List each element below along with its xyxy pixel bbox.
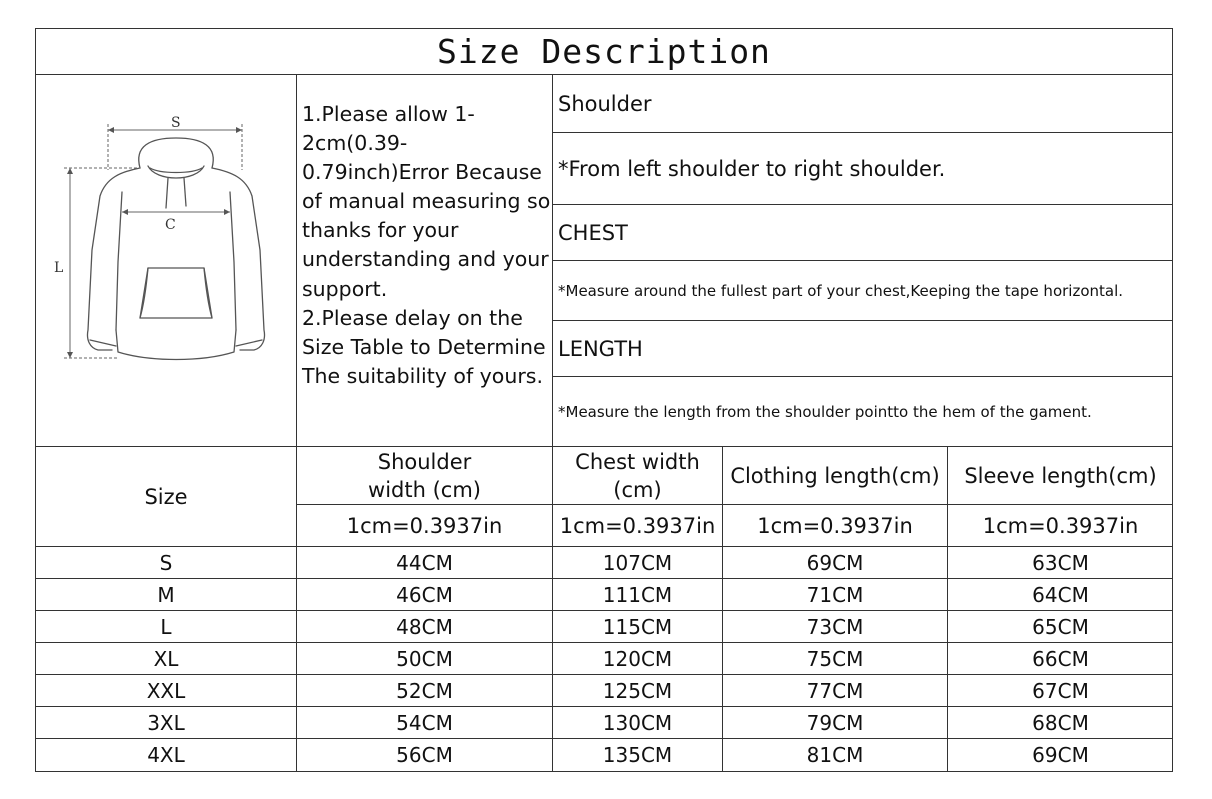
measurement-desc-chest: *Measure around the fullest part of your chest,Keeping the tape horizontal. xyxy=(558,281,1124,300)
size-cell: L xyxy=(160,614,172,639)
divider xyxy=(552,320,1173,321)
shoulder-cell: 52CM xyxy=(396,678,453,703)
column-header-shoulder-width: Shoulder width (cm) xyxy=(368,449,481,502)
chest-cell: 125CM xyxy=(602,678,673,703)
shoulder-cell: 44CM xyxy=(396,550,453,575)
measurement-desc-shoulder: *From left shoulder to right shoulder. xyxy=(558,156,946,181)
divider xyxy=(552,204,1173,205)
size-cell: 3XL xyxy=(147,710,185,735)
hoodie-measurement-diagram xyxy=(40,95,285,385)
note-item: 2.Please delay on the Size Table to Determine The suitability of yours. xyxy=(302,305,546,388)
conversion-note: 1cm=0.3937in xyxy=(757,513,913,538)
diagram-label-shoulder: S xyxy=(171,115,181,131)
column-header-clothing-length: Clothing length(cm) xyxy=(730,463,940,488)
length-cell: 73CM xyxy=(806,614,864,639)
length-cell: 77CM xyxy=(806,678,864,703)
size-cell: XL xyxy=(153,646,179,671)
diagram-label-chest: C xyxy=(165,217,176,233)
measurement-name-shoulder: Shoulder xyxy=(558,92,652,116)
size-column-header: Size xyxy=(144,484,188,509)
size-cell: S xyxy=(159,550,173,575)
sleeve-cell: 67CM xyxy=(1032,678,1089,703)
sleeve-cell: 68CM xyxy=(1032,710,1089,735)
measurement-notes xyxy=(302,100,552,391)
size-cell: M xyxy=(157,582,175,607)
column-header-chest-width: Chest width (cm) xyxy=(575,449,700,502)
conversion-note: 1cm=0.3937in xyxy=(346,513,503,538)
chest-cell: 111CM xyxy=(602,582,673,607)
shoulder-cell: 54CM xyxy=(396,710,453,735)
diagram-label-length: L xyxy=(54,260,64,276)
shoulder-cell: 50CM xyxy=(396,646,453,671)
page-title: Size Description xyxy=(437,32,771,71)
chest-cell: 107CM xyxy=(602,550,673,575)
length-cell: 71CM xyxy=(806,582,864,607)
chest-cell: 130CM xyxy=(602,710,673,735)
measurement-desc-length: *Measure the length from the shoulder pointto the hem of the gament. xyxy=(558,402,1092,421)
sleeve-cell: 64CM xyxy=(1032,582,1089,607)
chest-cell: 135CM xyxy=(602,743,673,767)
length-cell: 75CM xyxy=(806,646,864,671)
note-item: 1.Please allow 1-2cm(0.39-0.79inch)Error Because of manual measuring so thanks for your understanding and your support. xyxy=(302,102,551,301)
sleeve-cell: 65CM xyxy=(1032,614,1089,639)
sleeve-cell: 66CM xyxy=(1032,646,1089,671)
conversion-note: 1cm=0.3937in xyxy=(559,513,716,538)
shoulder-cell: 56CM xyxy=(396,743,453,767)
shoulder-cell: 48CM xyxy=(396,614,453,639)
sleeve-cell: 69CM xyxy=(1032,743,1089,767)
shoulder-cell: 46CM xyxy=(396,582,453,607)
size-cell: XXL xyxy=(146,678,186,703)
column-header-sleeve-length: Sleeve length(cm) xyxy=(964,463,1157,488)
length-cell: 81CM xyxy=(806,743,864,767)
size-cell: 4XL xyxy=(147,743,185,767)
chest-cell: 115CM xyxy=(602,614,673,639)
sleeve-cell: 63CM xyxy=(1032,550,1089,575)
measurement-name-chest: CHEST xyxy=(558,220,628,245)
conversion-note: 1cm=0.3937in xyxy=(982,513,1139,538)
chest-cell: 120CM xyxy=(602,646,673,671)
length-cell: 79CM xyxy=(806,710,864,735)
measurement-name-length: LENGTH xyxy=(558,336,643,361)
length-cell: 69CM xyxy=(806,550,864,575)
